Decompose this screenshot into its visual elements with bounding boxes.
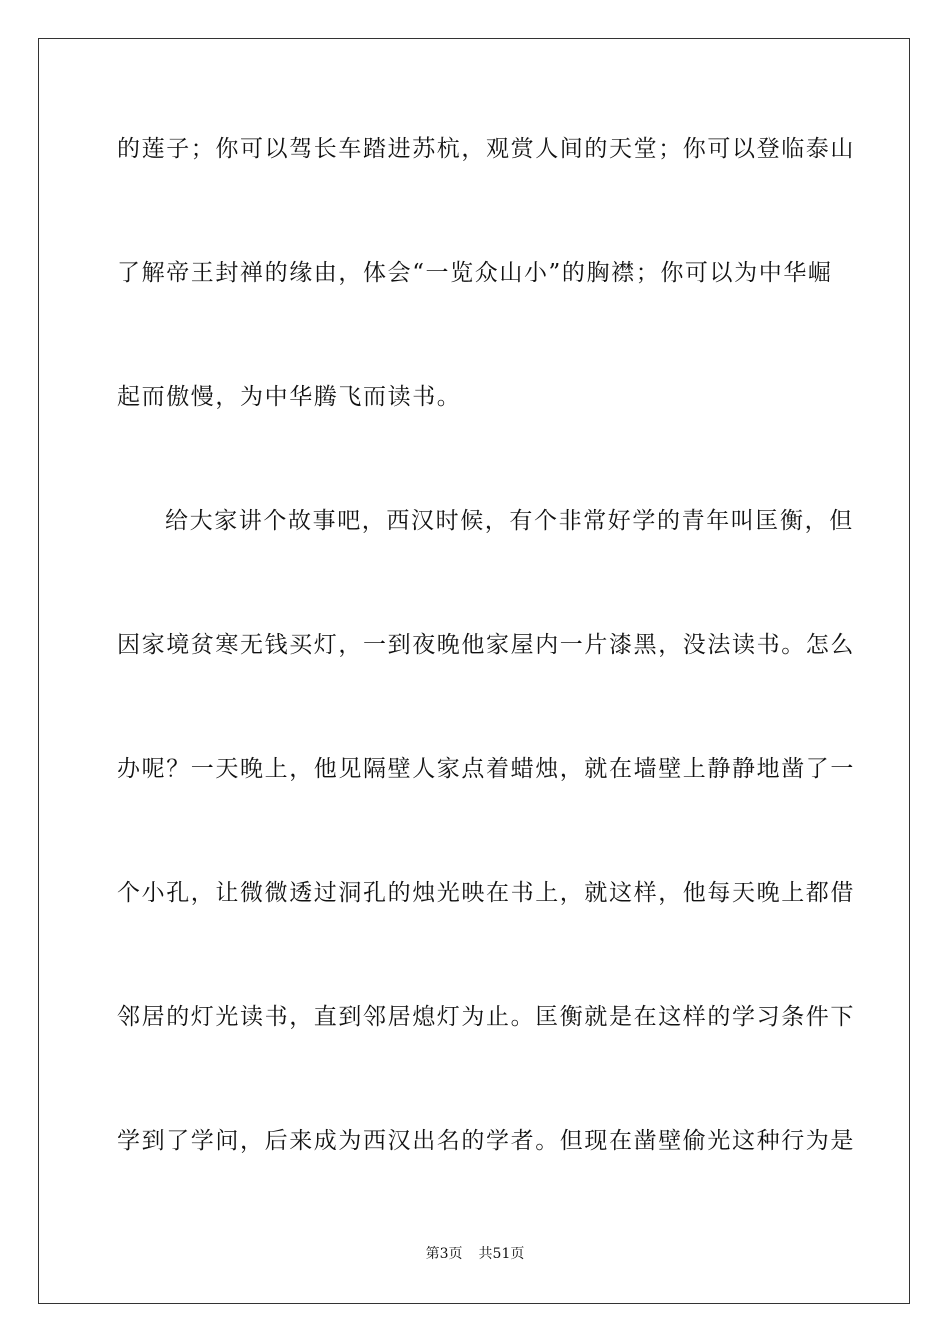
text-line: 起而傲慢，为中华腾飞而读书。 [117,384,462,410]
text-line: 的莲子；你可以驾长车踏进苏杭，观赏人间的天堂；你可以登临泰山 [117,136,855,162]
text-line: 学到了学问，后来成为西汉出名的学者。但现在凿壁偷光这种行为是 [117,1128,855,1154]
text-line: 因家境贫寒无钱买灯，一到夜晚他家屋内一片漆黑，没法读书。怎么 [117,632,855,658]
page-footer [0,1245,950,1263]
page-total: 共51页 [478,1246,525,1262]
text-line: 办呢？一天晚上，他见隔壁人家点着蜡烛，就在墙壁上静静地凿了一 [117,756,855,782]
paragraph-first-line: 给大家讲个故事吧，西汉时候，有个非常好学的青年叫匡衡，但 [165,508,854,534]
text-line: 个小孔，让微微透过洞孔的烛光映在书上，就这样，他每天晚上都借 [117,880,855,906]
page-number: 第3页 [425,1246,463,1262]
page-border [38,38,910,1304]
text-line: 了解帝王封禅的缘由，体会“一览众山小”的胸襟；你可以为中华崛 [117,260,833,286]
text-line: 邻居的灯光读书，直到邻居熄灯为止。匡衡就是在这样的学习条件下 [117,1004,855,1030]
